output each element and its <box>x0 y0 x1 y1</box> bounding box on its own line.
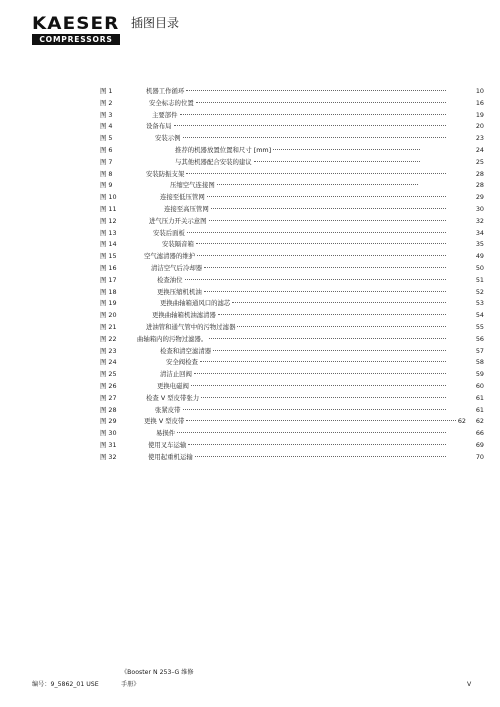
toc-row[interactable] <box>0 110 500 122</box>
manual-title-cont: 手册》 <box>121 681 140 688</box>
page-number: 61 <box>475 393 484 402</box>
figure-title: 更换压缩机机油 <box>157 287 202 296</box>
toc-row[interactable] <box>0 263 500 275</box>
figure-number: 图 10 <box>100 193 117 202</box>
toc-row[interactable] <box>0 405 500 417</box>
toc-row[interactable] <box>0 369 500 381</box>
dot-leader <box>204 267 446 268</box>
toc-row[interactable] <box>0 98 500 110</box>
toc-row[interactable] <box>0 428 500 440</box>
toc-entry <box>170 180 420 192</box>
toc-entry <box>155 133 448 145</box>
page-number: 19 <box>475 110 484 119</box>
figure-title: 安全标志的位置 <box>149 98 194 107</box>
dot-leader <box>232 302 446 303</box>
page-number: 62 <box>475 417 484 426</box>
toc-row[interactable] <box>0 192 500 204</box>
toc-entry <box>149 216 448 228</box>
figure-number: 图 5 <box>100 134 113 143</box>
toc-row[interactable] <box>0 86 500 98</box>
figure-title: 压缩空气连接图 <box>170 181 215 190</box>
page-number: 69 <box>475 440 484 449</box>
dot-leader <box>196 102 446 103</box>
figure-number: 图 12 <box>100 216 117 225</box>
figure-title: 与其他机器配合安装的建议 <box>175 157 252 166</box>
toc-entry <box>146 121 448 133</box>
toc-entry <box>160 369 448 381</box>
figure-title: 安装防振支架 <box>146 169 185 178</box>
toc-entry <box>146 169 448 181</box>
page-number: 34 <box>475 228 484 237</box>
dot-leader <box>191 385 446 386</box>
dot-leader <box>211 208 446 209</box>
toc-row[interactable] <box>0 239 500 251</box>
figure-title: 推荐的机器放置位置和尺寸 [mm] <box>175 145 272 154</box>
dot-leader <box>186 90 446 91</box>
dot-leader <box>194 373 446 374</box>
figure-number: 图 22 <box>100 334 117 343</box>
figure-title: 设备布局 <box>146 122 172 131</box>
dot-leader <box>187 232 446 233</box>
figure-number: 图 27 <box>100 393 117 402</box>
figure-number: 图 16 <box>100 263 117 272</box>
toc-row[interactable] <box>0 381 500 393</box>
toc-entry <box>144 251 448 263</box>
page-number: 25 <box>475 157 484 166</box>
page-number: 28 <box>475 169 484 178</box>
dot-leader <box>209 338 446 339</box>
toc-row[interactable] <box>0 157 500 169</box>
figure-number: 图 17 <box>100 275 117 284</box>
figure-title: 易损件 <box>156 429 176 438</box>
toc-entry <box>137 334 448 346</box>
toc-row[interactable] <box>0 204 500 216</box>
dot-leader <box>185 279 446 280</box>
toc-entry <box>160 298 448 310</box>
figure-number: 图 30 <box>100 429 117 438</box>
toc-row[interactable] <box>0 169 500 181</box>
dot-leader <box>207 196 446 197</box>
figure-title: 清洁空气后冷却器 <box>151 263 203 272</box>
dot-leader <box>186 420 455 421</box>
dot-leader <box>197 255 446 256</box>
figure-number: 图 7 <box>100 157 113 166</box>
figure-title: 进油管和通气管中的污物过滤器 <box>146 322 236 331</box>
dot-leader <box>237 326 446 327</box>
figure-number: 图 31 <box>100 440 117 449</box>
page-number: 50 <box>475 263 484 272</box>
dot-leader <box>183 137 446 138</box>
figure-number: 图 20 <box>100 311 117 320</box>
dot-leader <box>174 125 446 126</box>
figure-title: 更换电磁阀 <box>157 381 189 390</box>
figure-title: 安装后面板 <box>153 228 185 237</box>
toc-row[interactable] <box>0 298 500 310</box>
toc-entry <box>151 263 448 275</box>
page-number: 10 <box>475 87 484 95</box>
figure-title: 连接至低压管网 <box>160 193 205 202</box>
dot-leader <box>188 444 446 445</box>
page-number: 35 <box>475 240 484 249</box>
figure-title: 安装示例 <box>155 134 181 143</box>
dot-leader <box>201 397 446 398</box>
toc-row[interactable] <box>0 393 500 405</box>
page-number: 55 <box>475 322 484 331</box>
figure-number: 图 18 <box>100 287 117 296</box>
toc-row[interactable] <box>0 180 500 192</box>
toc-row[interactable] <box>0 346 500 358</box>
toc-row[interactable] <box>0 322 500 334</box>
page-number: 70 <box>475 452 484 461</box>
page-number: 23 <box>475 134 484 143</box>
figure-title: 安装隔音箱 <box>162 240 194 249</box>
toc-row[interactable] <box>0 275 500 287</box>
page-number: 52 <box>475 287 484 296</box>
toc-row[interactable] <box>0 287 500 299</box>
figure-number: 图 21 <box>100 322 117 331</box>
logo-wordmark: KAESER <box>32 14 120 34</box>
page-number: 49 <box>475 252 484 261</box>
page-number: 32 <box>475 216 484 225</box>
figure-number: 图 28 <box>100 405 117 414</box>
figure-title: 使用起重机运输 <box>148 452 193 461</box>
figure-title: 使用叉车运输 <box>148 440 187 449</box>
page-number: 60 <box>475 381 484 390</box>
toc-row[interactable] <box>0 440 500 452</box>
page-number: 56 <box>475 334 484 343</box>
figure-number: 图 13 <box>100 228 117 237</box>
figure-number: 图 15 <box>100 252 117 261</box>
dot-leader <box>218 314 446 315</box>
figure-title: 更换曲轴箱通风口的滤芯 <box>160 299 231 308</box>
figure-title: 连接至高压管网 <box>164 204 209 213</box>
page-number: 51 <box>475 275 484 284</box>
toc-entry <box>166 357 448 369</box>
toc-entry <box>146 393 448 405</box>
figure-title: 更换 V 型皮带 <box>144 417 185 426</box>
dot-leader <box>186 173 446 174</box>
page-number: 61 <box>475 405 484 414</box>
figure-number: 图 32 <box>100 452 117 461</box>
figure-number: 图 3 <box>100 110 113 119</box>
toc-row[interactable] <box>0 121 500 133</box>
toc-row[interactable] <box>0 228 500 240</box>
toc-row[interactable] <box>0 216 500 228</box>
dot-leader <box>209 220 446 221</box>
figure-number: 图 9 <box>100 181 113 190</box>
page-number: 53 <box>475 299 484 308</box>
toc-entry <box>175 145 422 157</box>
toc-row[interactable] <box>0 357 500 369</box>
page-number: 16 <box>475 98 484 107</box>
figure-number: 图 23 <box>100 346 117 355</box>
figure-number: 图 19 <box>100 299 117 308</box>
toc-entry <box>157 381 448 393</box>
figure-number: 图 26 <box>100 381 117 390</box>
figure-number: 图 1 <box>100 87 113 95</box>
page-number-inline: 62 <box>457 417 466 426</box>
dot-leader <box>196 243 446 244</box>
figure-number: 图 14 <box>100 240 117 249</box>
page-number: 59 <box>475 370 484 379</box>
figure-title: 空气滤清器的维护 <box>144 252 196 261</box>
toc-entry <box>152 110 448 122</box>
figure-number: 图 2 <box>100 98 113 107</box>
toc-entry <box>175 157 422 169</box>
toc-entry <box>160 346 448 358</box>
dot-leader <box>195 456 446 457</box>
page-number-roman: V <box>467 681 472 688</box>
toc-entry <box>146 86 448 98</box>
page-number: 28 <box>475 181 484 190</box>
figure-number: 图 25 <box>100 370 117 379</box>
figure-title: 安全阀检查 <box>166 358 198 367</box>
document-number: 编号：9_5862_01 USE <box>32 681 99 688</box>
figure-title: 更换曲轴箱机油滤清器 <box>152 311 216 320</box>
toc-entry <box>148 440 448 452</box>
figure-number: 图 6 <box>100 145 113 154</box>
toc-entry <box>153 228 448 240</box>
page-number: 24 <box>475 145 484 154</box>
figure-number: 图 8 <box>100 169 113 178</box>
toc-row[interactable] <box>0 334 500 346</box>
toc-row[interactable] <box>0 251 500 263</box>
dot-leader <box>254 161 420 162</box>
toc-entry <box>146 322 448 334</box>
page-title: 插图目录 <box>131 16 180 30</box>
toc-entry <box>149 98 448 110</box>
figure-title: 检查和清空滤清器 <box>160 346 212 355</box>
logo-subtitle: COMPRESSORS <box>32 34 120 45</box>
figure-title: 机器工作循环 <box>146 87 185 95</box>
figure-title: 主要部件 <box>152 110 178 119</box>
figure-title: 曲轴箱内的污物过滤器。 <box>137 334 208 343</box>
toc-row[interactable] <box>0 133 500 145</box>
toc-entry <box>160 192 448 204</box>
toc-row[interactable] <box>0 310 500 322</box>
dot-leader <box>200 361 446 362</box>
dot-leader <box>204 291 446 292</box>
toc-entry <box>152 310 448 322</box>
manual-title: 《Booster N 253–G 维修 <box>121 669 194 676</box>
figure-number: 图 4 <box>100 122 113 131</box>
page-number: 66 <box>475 429 484 438</box>
page-number: 58 <box>475 358 484 367</box>
dot-leader <box>213 350 446 351</box>
toc-row[interactable] <box>0 452 500 464</box>
dot-leader <box>273 149 420 150</box>
figure-title: 进气压力开关示意图 <box>149 216 207 225</box>
toc-entry <box>162 239 448 251</box>
figure-number: 图 29 <box>100 417 117 426</box>
page-number: 54 <box>475 311 484 320</box>
page-number: 30 <box>475 204 484 213</box>
dot-leader <box>183 409 446 410</box>
dot-leader <box>217 184 418 185</box>
page-number: 57 <box>475 346 484 355</box>
toc-entry <box>148 452 448 464</box>
kaeser-logo <box>32 15 120 45</box>
figure-title: 检查油位 <box>157 275 183 284</box>
toc-entry <box>164 204 448 216</box>
page-number: 20 <box>475 122 484 131</box>
figure-title: 清洁止回阀 <box>160 370 192 379</box>
toc-entry <box>157 275 448 287</box>
figure-title: 检查 V 型皮带张力 <box>146 393 200 402</box>
figure-number: 图 24 <box>100 358 117 367</box>
figure-title: 张紧皮带 <box>155 405 181 414</box>
toc-entry <box>144 416 466 428</box>
page-number: 29 <box>475 193 484 202</box>
toc-entry <box>155 405 448 417</box>
toc-row[interactable] <box>0 416 500 428</box>
figure-list <box>0 86 500 464</box>
toc-entry <box>156 428 448 440</box>
figure-number: 图 11 <box>100 204 117 213</box>
dot-leader <box>177 432 446 433</box>
toc-entry <box>157 287 448 299</box>
toc-row[interactable] <box>0 145 500 157</box>
dot-leader <box>180 114 446 115</box>
